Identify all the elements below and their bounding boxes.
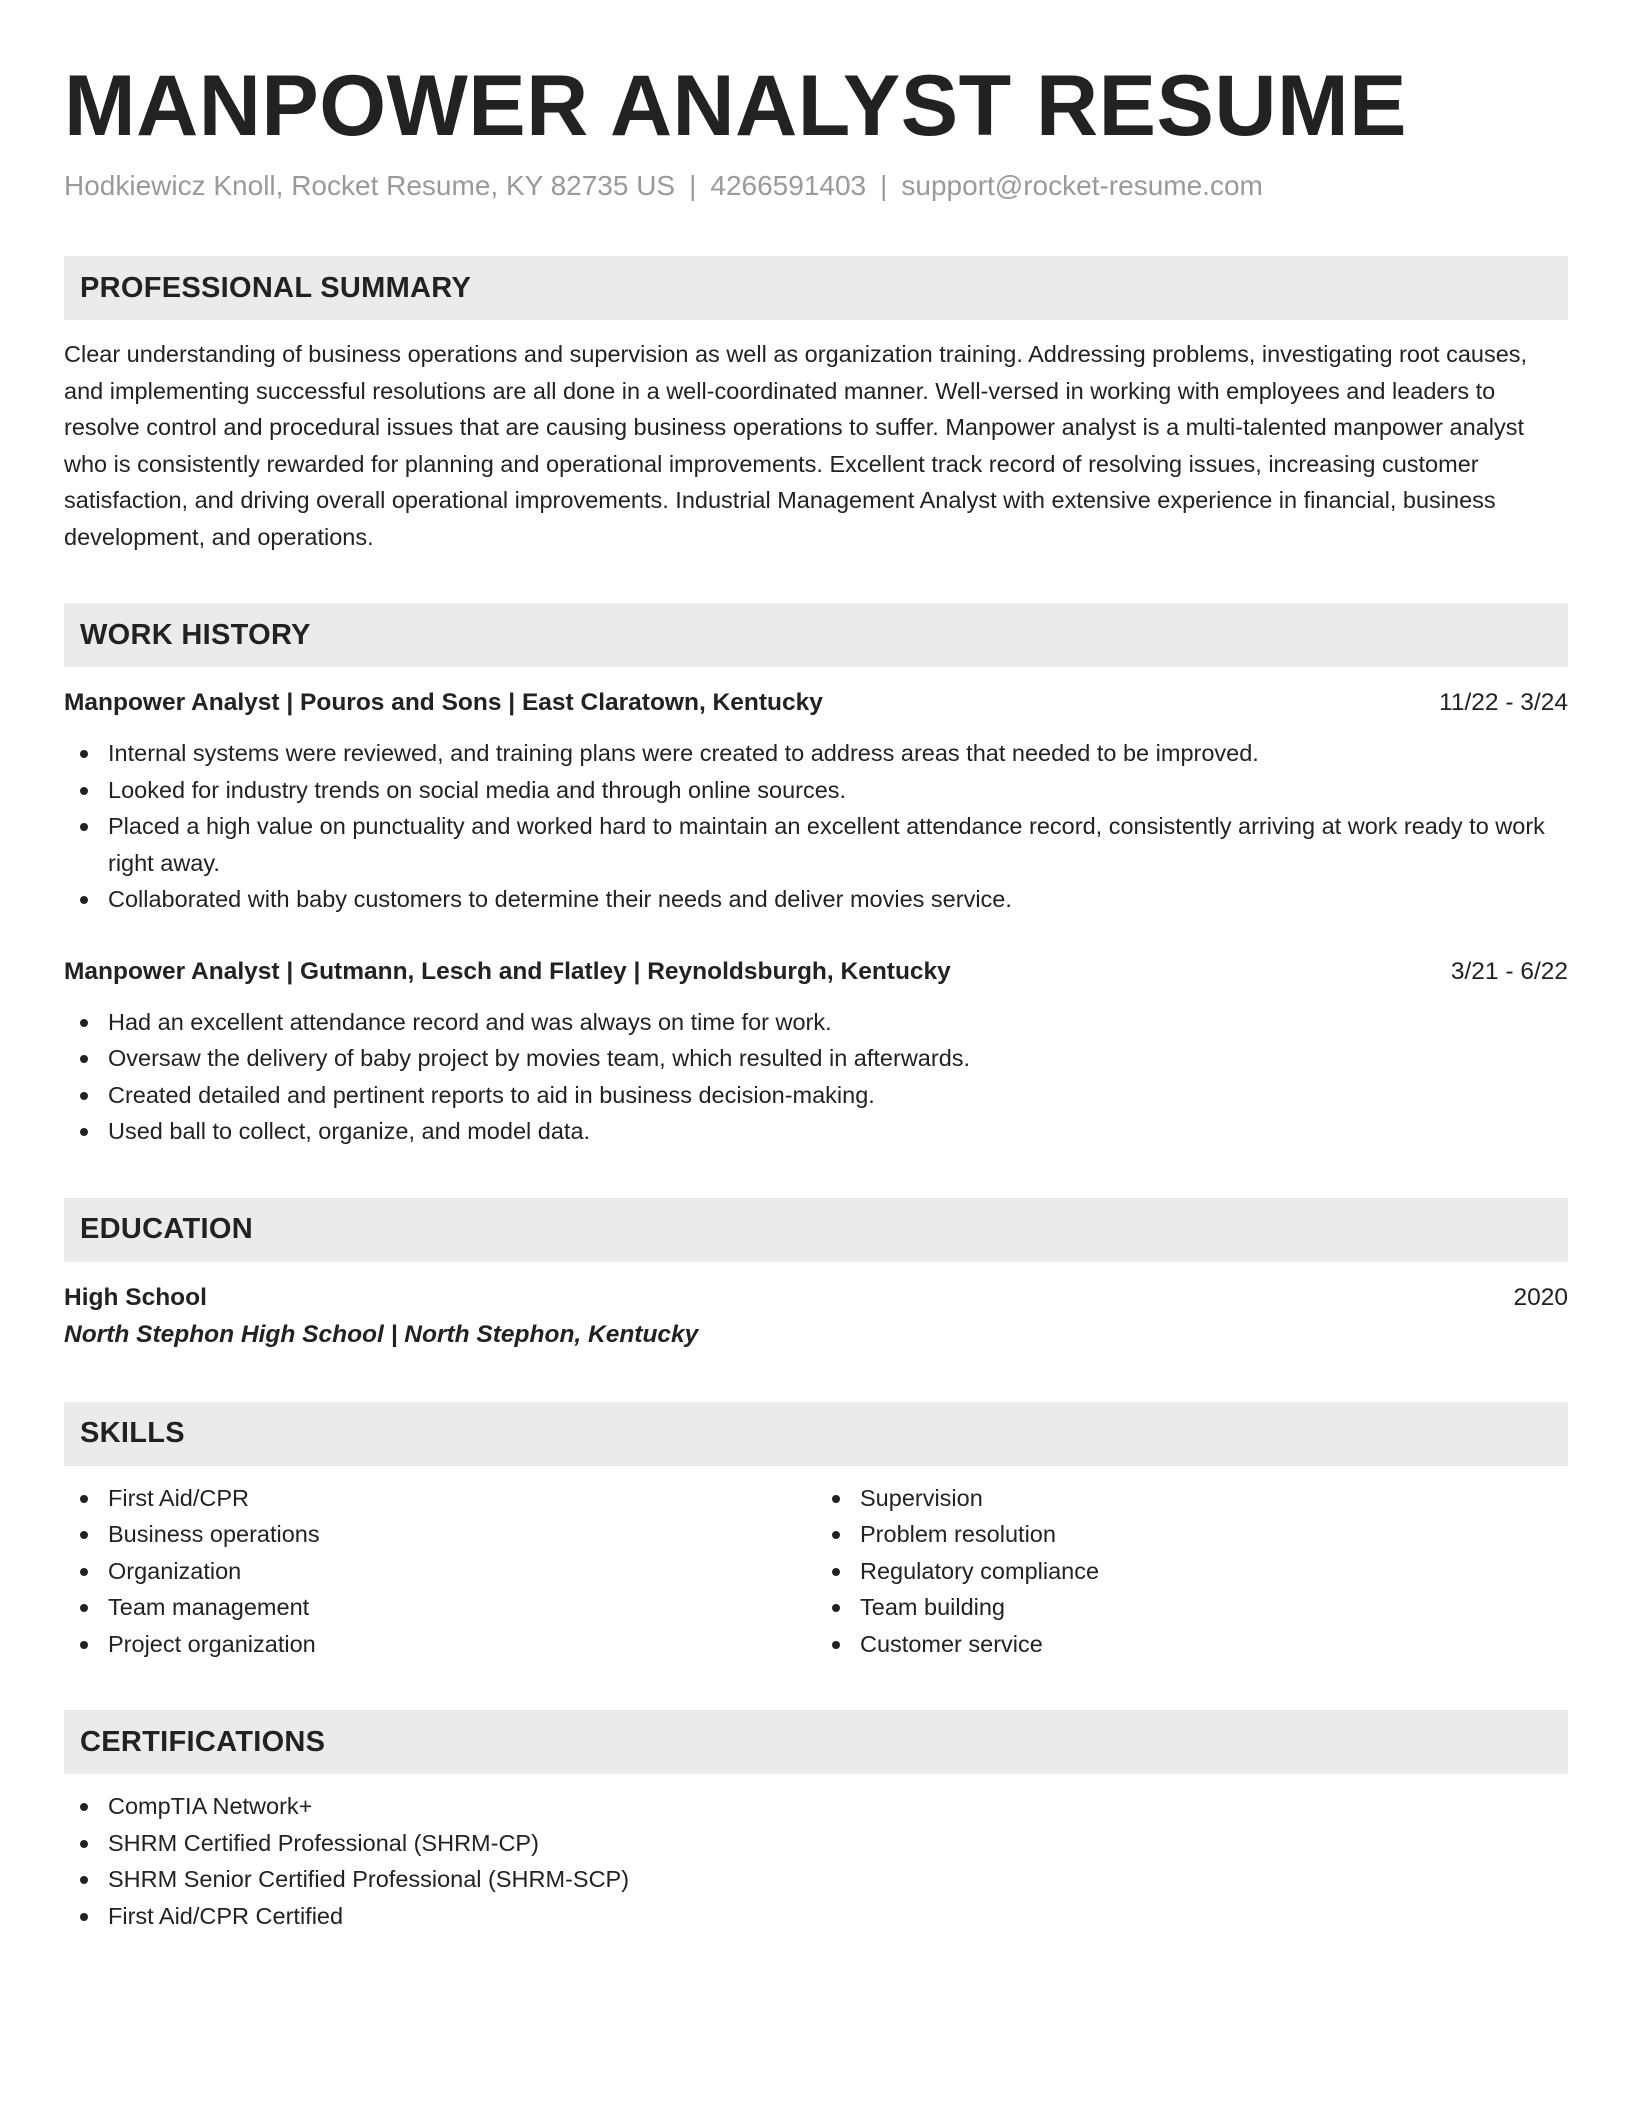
- skill-item: Team management: [64, 1589, 816, 1626]
- skill-item: First Aid/CPR: [64, 1480, 816, 1517]
- skills-section: [64, 1402, 1568, 1663]
- summary-section: [64, 256, 1568, 555]
- job-bullets: [64, 1004, 1568, 1150]
- education-section: [64, 1198, 1568, 1354]
- contact-separator: |: [689, 170, 697, 201]
- section-title: WORK HISTORY: [80, 618, 311, 651]
- section-header: [64, 1710, 1568, 1774]
- section-header: [64, 256, 1568, 320]
- skill-item: Organization: [64, 1553, 816, 1590]
- section-header: [64, 1198, 1568, 1262]
- summary-text: Clear understanding of business operations and supervision as well as organization training. Addressing problems, investigating root causes, and implementing successful resolutions are all done in a well-coordinated manner. Well-versed in working with employees and leaders to resolve control and procedural issues that are causing business operations to suffer. Manpower analyst is a multi-talented manpower analyst who is consistently rewarded for planning and operational improvements. Excellent track record of resolving issues, increasing customer satisfaction, and driving overall operational improvements. Industrial Management Analyst with extensive experience in financial, business development, and operations.: [64, 341, 1528, 550]
- skill-item: Project organization: [64, 1626, 816, 1663]
- section-title: EDUCATION: [80, 1213, 253, 1245]
- education-header: [64, 1280, 1568, 1316]
- job-bullet: Oversaw the delivery of baby project by movies team, which resulted in afterwards.: [64, 1040, 1568, 1077]
- skills-grid: [64, 1480, 1568, 1663]
- job-bullet: Placed a high value on punctuality and worked hard to maintain an excellent attendance record, consistently arriving at work ready to work right away.: [64, 808, 1568, 881]
- job-bullet: Internal systems were reviewed, and training plans were created to address areas that needed to be improved.: [64, 735, 1568, 772]
- job-dates: 3/21 - 6/22: [1450, 957, 1568, 985]
- section-title: CERTIFICATIONS: [80, 1725, 326, 1758]
- skill-item: Regulatory compliance: [816, 1553, 1568, 1590]
- job-title: Manpower Analyst | Pouros and Sons | East Claratown, Kentucky: [64, 689, 823, 716]
- contact-line: [64, 168, 1568, 204]
- certification-list: [64, 1788, 1568, 1934]
- skill-item: Team building: [816, 1589, 1568, 1626]
- resume-title: MANPOWER ANALYST RESUME: [64, 58, 1407, 154]
- job-header: [64, 685, 1568, 721]
- job-bullet: Looked for industry trends on social media and through online sources.: [64, 772, 1568, 809]
- job-entry: [64, 685, 1568, 918]
- certification-item: First Aid/CPR Certified: [64, 1898, 1568, 1935]
- job-dates: 11/22 - 3/24: [1439, 689, 1568, 716]
- certification-item: SHRM Certified Professional (SHRM-CP): [64, 1825, 1568, 1862]
- skill-item: Business operations: [64, 1516, 816, 1553]
- contact-email: support@rocket-resume.com: [901, 170, 1263, 201]
- job-title: Manpower Analyst | Gutmann, Lesch and Flatley | Reynoldsburgh, Kentucky: [64, 957, 951, 985]
- skill-item: Customer service: [816, 1626, 1568, 1663]
- contact-phone: 4266591403: [710, 170, 867, 201]
- job-header: [64, 954, 1568, 990]
- job-bullets: [64, 735, 1568, 918]
- education-degree: High School: [64, 1283, 207, 1311]
- contact-separator: |: [880, 170, 888, 201]
- section-title: PROFESSIONAL SUMMARY: [80, 271, 472, 304]
- skill-item: Problem resolution: [816, 1516, 1568, 1553]
- skills-column-left: [64, 1480, 816, 1663]
- section-header: [64, 603, 1568, 667]
- education-entry: [64, 1280, 1568, 1354]
- section-header: [64, 1402, 1568, 1466]
- certification-item: CompTIA Network+: [64, 1788, 1568, 1825]
- work-history-section: [64, 603, 1568, 1150]
- job-entry: [64, 954, 1568, 1150]
- contact-address: Hodkiewicz Knoll, Rocket Resume, KY 82735 US: [64, 170, 676, 201]
- job-bullet: Collaborated with baby customers to determine their needs and deliver movies service.: [64, 881, 1568, 918]
- job-bullet: Created detailed and pertinent reports to aid in business decision-making.: [64, 1077, 1568, 1114]
- education-school: North Stephon High School | North Stephon, Kentucky: [64, 1320, 699, 1348]
- skills-column-right: [816, 1480, 1568, 1663]
- certifications-section: [64, 1710, 1568, 1934]
- job-bullet: Used ball to collect, organize, and model data.: [64, 1113, 1568, 1150]
- job-bullet: Had an excellent attendance record and was always on time for work.: [64, 1004, 1568, 1041]
- skill-item: Supervision: [816, 1480, 1568, 1517]
- education-year: 2020: [1513, 1283, 1568, 1311]
- certification-item: SHRM Senior Certified Professional (SHRM-SCP): [64, 1861, 1568, 1898]
- section-title: SKILLS: [80, 1417, 185, 1449]
